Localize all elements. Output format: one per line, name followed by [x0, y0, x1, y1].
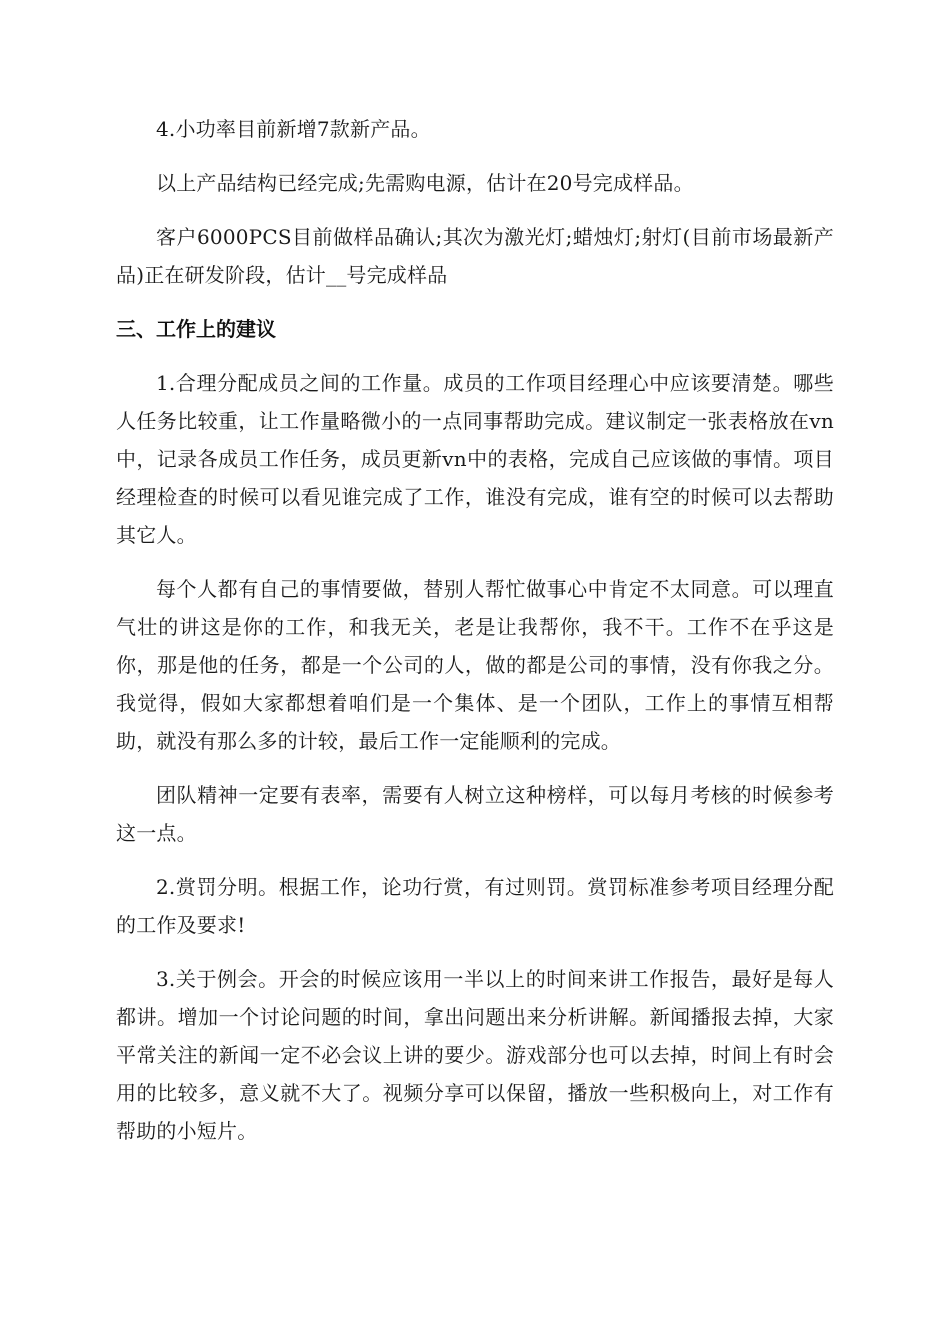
paragraph-structure-complete: 以上产品结构已经完成;先需购电源，估计在20号完成样品。 [156, 171, 694, 195]
paragraph-rewards: 2.赏罚分明。根据工作，论功行赏，有过则罚。赏罚标准参考项目经理分配的工作及要求! [116, 875, 834, 937]
paragraph-team-spirit: 团队精神一定要有表率，需要有人树立这种榜样，可以每月考核的时候参考这一点。 [116, 783, 834, 845]
paragraph-new-products: 4.小功率目前新增7款新产品。 [156, 117, 431, 141]
paragraph-teamwork: 每个人都有自己的事情要做，替别人帮忙做事心中肯定不太同意。可以理直气壮的讲这是你的工作，和我无关，老是让我帮你，我不干。工作不在乎这是你，那是他的任务，都是一个公司的人，做的都是公司的事情，没有你我之分。我觉得，假如大家都想着咱们是一个集体、是一个团队，工作上的事情互相帮助，就没有那么多的计较，最后工作一定能顺利的完成。 [116, 577, 834, 753]
document-body [116, 110, 834, 1166]
paragraph-workload: 1.合理分配成员之间的工作量。成员的工作项目经理心中应该要清楚。哪些人任务比较重，让工作量略微小的一点同事帮助完成。建议制定一张表格放在vn中，记录各成员工作任务，成员更新vn中的表格，完成自己应该做的事情。项目经理检查的时候可以看见谁完成了工作，谁没有完成，谁有空的时候可以去帮助其它人。 [116, 371, 834, 547]
paragraph-client-samples: 客户6000PCS目前做样品确认;其次为激光灯;蜡烛灯;射灯(目前市场最新产品)正在研发阶段，估计__号完成样品 [116, 225, 834, 287]
section-heading: 三、工作上的建议 [116, 317, 276, 341]
paragraph-meetings: 3.关于例会。开会的时候应该用一半以上的时间来讲工作报告，最好是每人都讲。增加一个讨论问题的时间，拿出问题出来分析讲解。新闻播报去掉，大家平常关注的新闻一定不必会议上讲的要少。游戏部分也可以去掉，时间上有时会用的比较多，意义就不大了。视频分享可以保留，播放一些积极向上，对工作有帮助的小短片。 [116, 967, 834, 1143]
